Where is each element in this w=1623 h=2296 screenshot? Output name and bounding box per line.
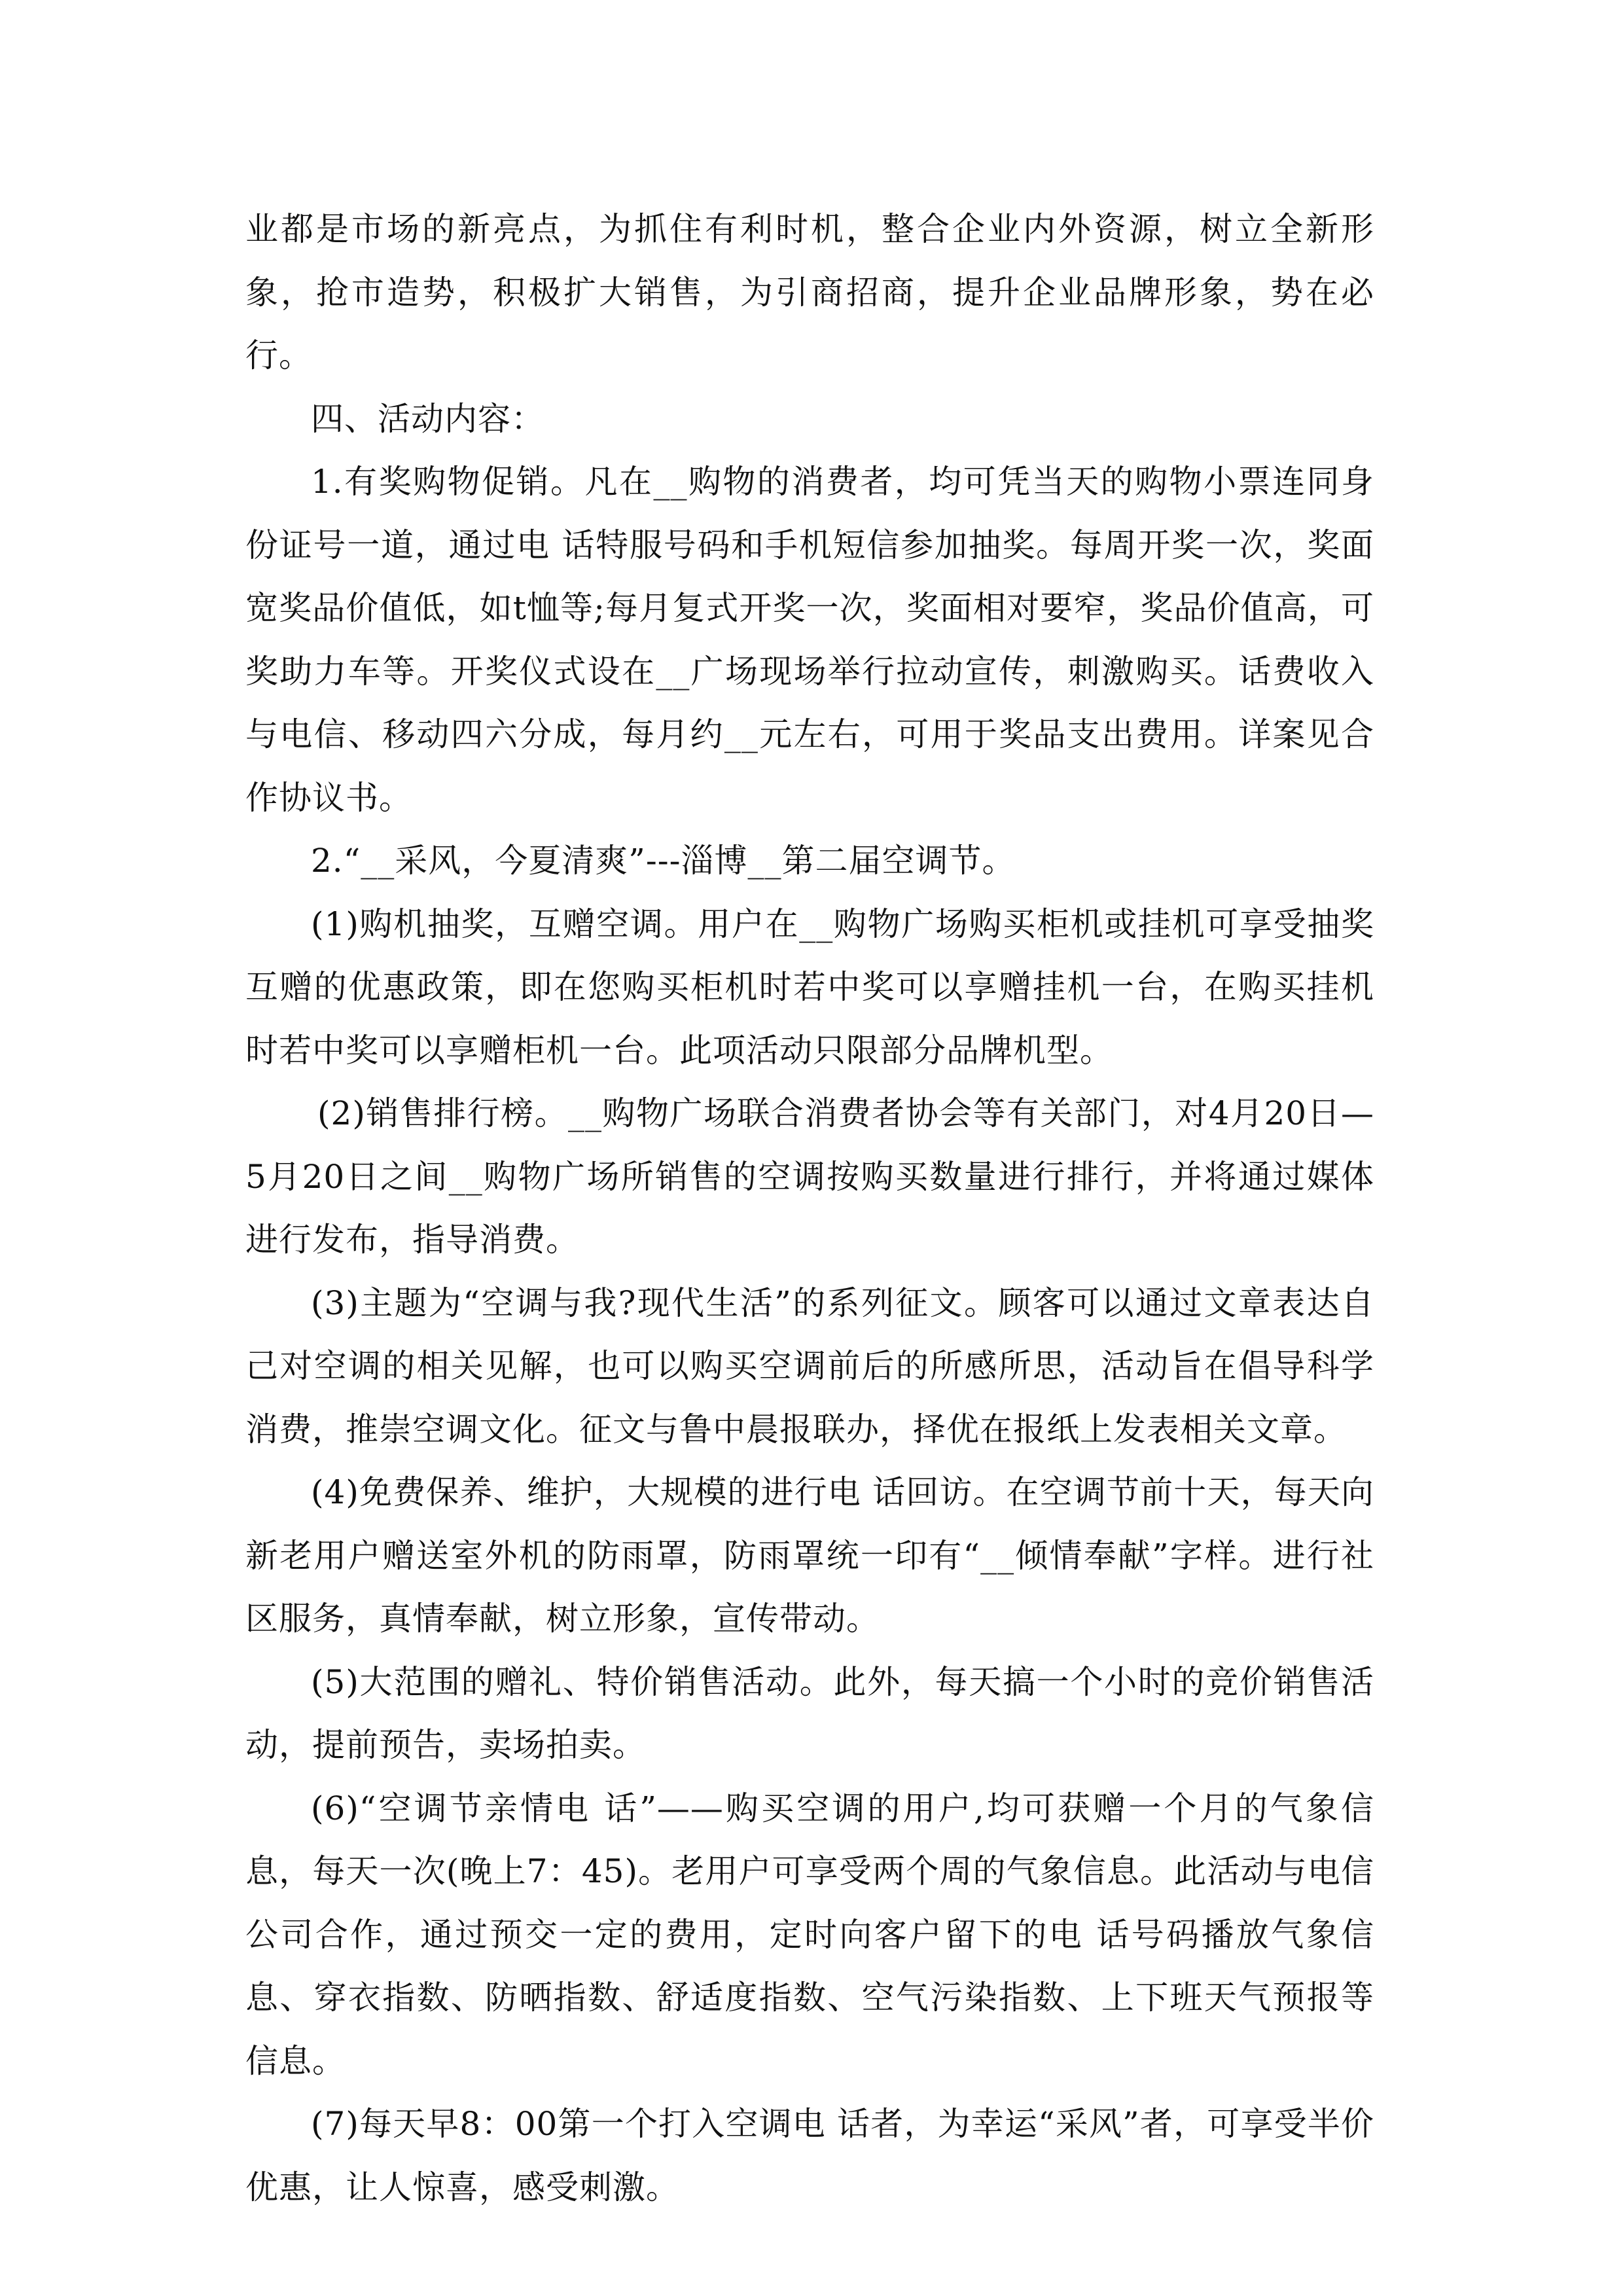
paragraph-subitem-1: (1)购机抽奖，互赠空调。用户在__购物广场购买柜机或挂机可享受抽奖互赠的优惠政策，即在您购买柜机时若中奖可以享赠挂机一台，在购买挂机时若中奖可以享赠柜机一台。此项活动只限部分品牌机型。 bbox=[245, 905, 1374, 1069]
paragraph-intro-continuation: 业都是市场的新亮点，为抓住有利时机，整合企业内外资源，树立全新形象，抢市造势，积极扩大销售，为引商招商，提升企业品牌形象，势在必行。 bbox=[245, 210, 1374, 374]
paragraph-subitem-4: (4)免费保养、维护，大规模的进行电 话回访。在空调节前十天，每天向新老用户赠送室外机的防雨罩，防雨罩统一印有“__倾情奉献”字样。进行社区服务，真情奉献，树立形象，宣传带动。 bbox=[245, 1473, 1374, 1638]
paragraph-subitem-6: (6)“空调节亲情电 话”——购买空调的用户,均可获赠一个月的气象信息，每天一次(晚上7：45)。老用户可享受两个周的气象信息。此活动与电信公司合作，通过预交一定的费用，定时向客户留下的电 话号码播放气象信息、穿衣指数、防晒指数、舒适度指数、空气污染指数、上下班天气预报等信息。 bbox=[245, 1789, 1374, 2080]
paragraph-item-1: 1.有奖购物促销。凡在__购物的消费者，均可凭当天的购物小票连同身份证号一道，通过电 话特服号码和手机短信参加抽奖。每周开奖一次，奖面宽奖品价值低，如t恤等;每月复式开奖一次，奖面相对要窄，奖品价值高，可奖助力车等。开奖仪式设在__广场现场举行拉动宣传，刺激购买。话费收入与电信、移动四六分成，每月约__元左右，可用于奖品支出费用。详案见合作协议书。 bbox=[245, 463, 1374, 817]
paragraph-subitem-7: (7)每天早8：00第一个打入空调电 话者，为幸运“采风”者，可享受半价优惠，让人惊喜，感受刺激。 bbox=[245, 2105, 1374, 2206]
paragraph-subitem-5: (5)大范围的赠礼、特价销售活动。此外，每天搞一个小时的竞价销售活动，提前预告，卖场拍卖。 bbox=[245, 1662, 1374, 1764]
paragraph-item-2: 2.“__采风，今夏清爽”---淄博__第二届空调节。 bbox=[311, 842, 1016, 880]
paragraph-subitem-2: (2)销售排行榜。__购物广场联合消费者协会等有关部门，对4月20日—5月20日之间__购物广场所销售的空调按购买数量进行排行，并将通过媒体进行发布，指导消费。 bbox=[245, 1094, 1374, 1259]
document-body bbox=[245, 198, 1374, 2219]
paragraph-subitem-3: (3)主题为“空调与我?现代生活”的系列征文。顾客可以通过文章表达自己对空调的相关见解，也可以购买空调前后的所感所思，活动旨在倡导科学消费，推崇空调文化。征文与鲁中晨报联办，择优在报纸上发表相关文章。 bbox=[245, 1283, 1374, 1448]
section-heading-activity-content: 四、活动内容： bbox=[311, 399, 544, 438]
